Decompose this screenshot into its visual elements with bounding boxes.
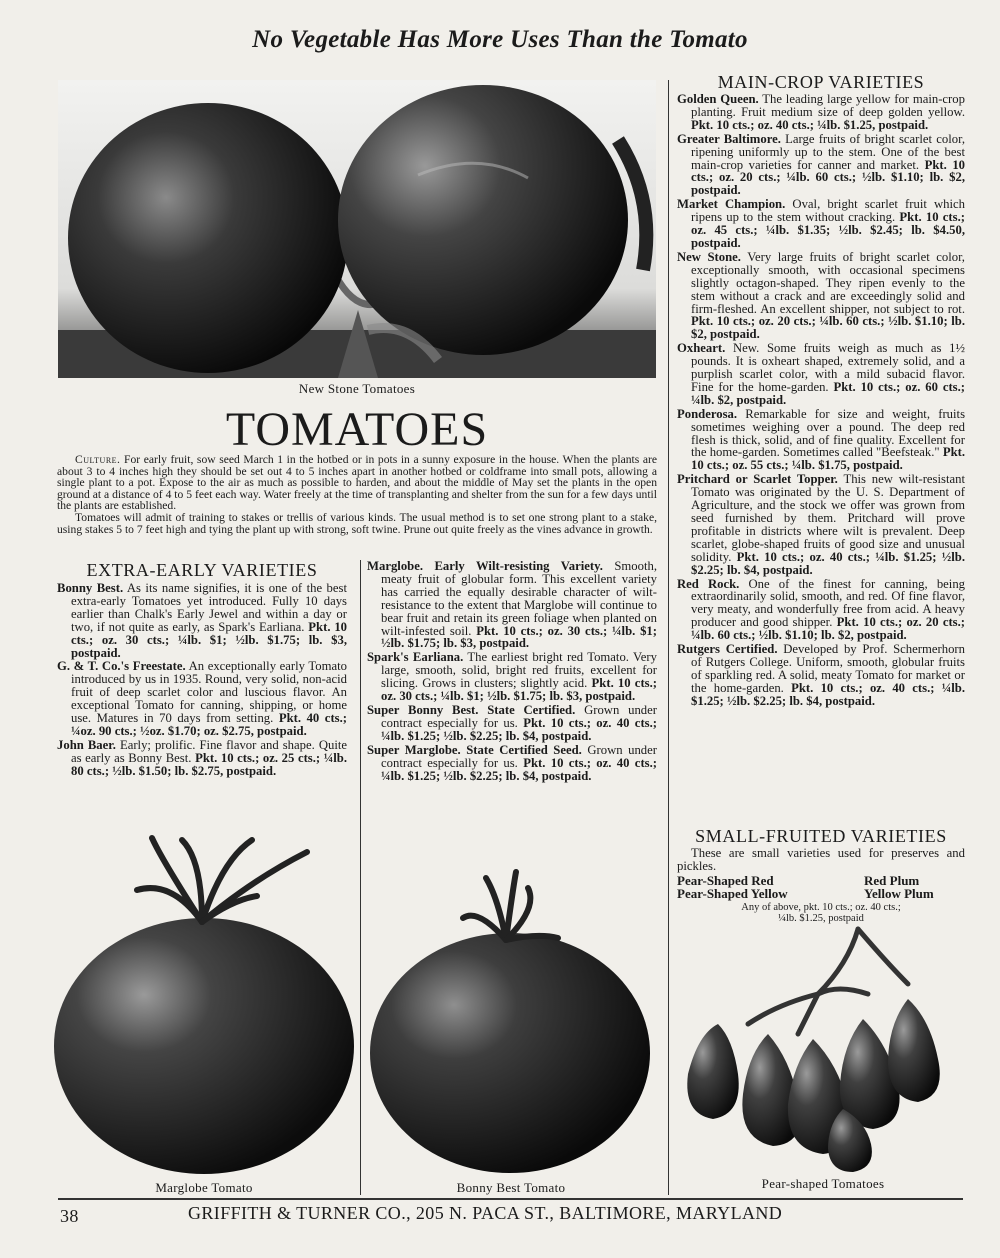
pear-shaped-caption: Pear-shaped Tomatoes — [761, 1176, 885, 1191]
extra-early-heading: EXTRA-EARLY VARIETIES — [86, 560, 318, 580]
extra-early-list — [57, 582, 347, 778]
variety-entry: Ponderosa. Remarkable for size and weight, fruits sometimes weighing over a pound. The deep red flesh is thick, solid, and of fine quality. Excellent for the home-garden. Sometimes called "Beefsteak." Pkt. 10 cts.; oz. 55 cts.; ¼lb. $1.75, postpaid. — [677, 406, 966, 473]
extra-early-section — [57, 560, 347, 779]
bonny-best-caption: Bonny Best Tomato — [456, 1180, 566, 1195]
variety-entry: Greater Baltimore. Large fruits of bright scarlet color, ripening uniformly up to the stem. One of the best main-crop varieties for canner and market. Pkt. 10 cts.; oz. 20 cts.; ¼lb. 60 cts.; ½lb. $1.10; lb. $2, postpaid. — [677, 131, 966, 198]
variety-pear-red: Pear-Shaped Red — [677, 872, 774, 888]
variety-pear-yellow: Pear-Shaped Yellow — [677, 885, 788, 901]
new-stone-caption: New Stone Tomatoes — [298, 381, 416, 396]
variety-entry: Spark's Earliana. The earliest bright red Tomato. Very large, smooth, solid, bright red fruits, excellent for slicing. Grows in clusters; slightly acid. Pkt. 10 cts.; oz. 30 cts.; ¼lb. $1; ½lb. $1.75; lb. $3, postpaid. — [367, 650, 657, 704]
column-divider-2 — [668, 80, 669, 1195]
variety-entry: Rutgers Certified. Developed by Prof. Schermerhorn of Rutgers College. Uniform, smooth, globular fruits of sparkling red. A solid, meaty Tomato for market or the home-garden. Pkt. 10 cts.; oz. 40 cts.; ¼lb. $1.25; ½lb. $2.25; lb. $4, postpaid. — [677, 642, 965, 708]
variety-entry: Super Marglobe. State Certified Seed. Grown under contract especially for us. Pkt. 10 cts.; oz. 40 cts.; ¼lb. $1.25; ½lb. $2.25; lb. $4, postpaid. — [367, 742, 658, 783]
marglobe-photo — [52, 830, 356, 1176]
culture-p1: For early fruit, sow seed March 1 in the hotbed or in pots in a sunny exposure in the house. When the plants are about 3 to 4 inches high they should be set out 4 to 5 inches apart in another hotbed or coldframe into small pots, allowing a single plant to a pot. Expose to the air as much as possible to harden, and about the middle of May set the plants in the open ground at a distance of 4 to 5 feet each way. Water freely at the time of transplanting and shelter from the sun for a few days until the plants are established. — [57, 453, 658, 513]
culture-p2: Tomatoes will admit of training to stakes or trellis of various kinds. The usual method is to set one strong plant to a stake, using stakes 5 to 7 feet high and tying the plant up with strong, soft twine. Prune out quite freely as the vines advance in growth. — [57, 510, 657, 536]
small-fruited-section — [677, 826, 965, 924]
main-crop-heading: MAIN-CROP VARIETIES — [717, 72, 925, 92]
small-fruited-heading: SMALL-FRUITED VARIETIES — [695, 826, 947, 846]
variety-entry: Bonny Best. As its name signifies, it is one of the best extra-early Tomatoes yet introduced. Fully 10 days earlier than Chalk's Early Jewel and within a day or two, if not quite as early, as Spark's Earliana. Pkt. 10 cts.; oz. 30 cts.; ¼lb. $1; ½lb. $1.75; lb. $3, postpaid. — [57, 581, 348, 660]
variety-entry: G. & T. Co.'s Freestate. An exceptionally early Tomato introduced by us in 1935. Round, very solid, non-acid fruit of deep scarlet color and luscious flavor. An exceptional Tomato for canning, shipping, or home use. Matures in 70 days from setting. Pkt. 40 cts.; ¼oz. 90 cts.; ½oz. $1.70; oz. $2.75, postpaid. — [57, 659, 347, 738]
variety-entry: Super Bonny Best. State Certified. Grown under contract especially for us. Pkt. 10 cts.; oz. 40 cts.; ¼lb. $1.25; ½lb. $2.25; lb. $4, postpaid. — [367, 702, 658, 743]
main-crop-section — [677, 72, 965, 709]
middle-section — [367, 560, 657, 783]
variety-entry: Oxheart. New. Some fruits weigh as much as 1½ pounds. It is oxheart shaped, extremely solid, and a purplish scarlet color, with a mild subacid flavor. Fine for the home-garden. Pkt. 10 cts.; oz. 60 cts.; ¼lb. $2, postpaid. — [677, 341, 966, 407]
variety-entry: Golden Queen. The leading large yellow for main-crop planting. Fruit medium size of deep golden yellow. Pkt. 10 cts.; oz. 40 cts.; ¼lb. $1.25, postpaid. — [677, 92, 965, 132]
pear-shaped-photo — [678, 924, 968, 1174]
culture-label: Culture. — [75, 453, 121, 466]
small-fruited-intro: These are small varieties used for preserves and pickles. — [677, 846, 965, 873]
small-fruited-grid — [677, 874, 965, 902]
page-number: 38 — [60, 1206, 79, 1226]
column-divider-1 — [360, 560, 361, 1195]
page-headline: No Vegetable Has More Uses Than the Tomato — [252, 26, 748, 53]
footer-text: GRIFFITH & TURNER CO., 205 N. PACA ST., BALTIMORE, MARYLAND — [188, 1203, 783, 1223]
middle-list — [367, 560, 657, 782]
variety-entry: New Stone. Very large fruits of bright scarlet color, exceptionally smooth, with occasional specimens slightly octagon-shaped. They ripen evenly to the stem without a crack and are exceedingly solid and firm-fleshed. An excellent shipper, not subject to rot. Pkt. 10 cts.; oz. 20 cts.; ¼lb. 60 cts.; ½lb. $1.10; lb. $2, postpaid. — [677, 249, 965, 342]
variety-entry: Marglobe. Early Wilt-resisting Variety. Smooth, meaty fruit of globular form. This excellent variety has carried the equally desirable character of wilt-resistance to the extent that Marglobe will continue to bear fruit and retain its green foliage when planted on wilt-infested soil. Pkt. 10 cts.; oz. 30 cts.; ¼lb. $1; ½lb. $1.75; lb. $3, postpaid. — [367, 559, 657, 651]
variety-red-plum: Red Plum — [864, 872, 920, 888]
footer-rule — [58, 1198, 963, 1200]
variety-yellow-plum: Yellow Plum — [864, 885, 934, 901]
variety-entry: Red Rock. One of the finest for canning, being extraordinarily solid, smooth, and red. Of fine flavor, very meaty, and wonderfully free from acid. A heavy producer and good shipper. Pkt. 10 cts.; oz. 20 cts.; ¼lb. 60 cts.; ½lb. $1.10; lb. $2, postpaid. — [677, 576, 966, 643]
bonny-best-photo — [368, 868, 654, 1176]
variety-entry: Market Champion. Oval, bright scarlet fruit which ripens up to the stem without cracking. Pkt. 10 cts.; oz. 45 cts.; ¼lb. $1.35; ½lb. $2.45; lb. $4.50, postpaid. — [677, 197, 965, 250]
culture-text — [57, 454, 657, 535]
variety-entry: John Baer. Early; prolific. Fine flavor and shape. Quite as early as Bonny Best. Pkt. 10 cts.; oz. 25 cts.; ¼lb. 80 cts.; ½lb. $1.50; lb. $2.75, postpaid. — [57, 737, 348, 778]
variety-entry: Pritchard or Scarlet Topper. This new wilt-resistant Tomato was originated by the U. S. Department of Agriculture, and the stock we offer was grown from seed furnished by them. Pritchard will prove profitable in districts where wilt is prevalent. Deep scarlet, globe-shaped fruits of good size and unusual solidity. Pkt. 10 cts.; oz. 40 cts.; ¼lb. $1.25; ½lb. $2.25; lb. $4, postpaid. — [677, 472, 966, 577]
new-stone-photo — [58, 80, 656, 378]
main-crop-list — [677, 93, 965, 708]
marglobe-caption: Marglobe Tomato — [155, 1180, 253, 1195]
page-title: TOMATOES — [225, 403, 489, 456]
small-fruited-price: Any of above, pkt. 10 cts.; oz. 40 cts.; ¼lb. $1.25, postpaid — [741, 901, 901, 924]
